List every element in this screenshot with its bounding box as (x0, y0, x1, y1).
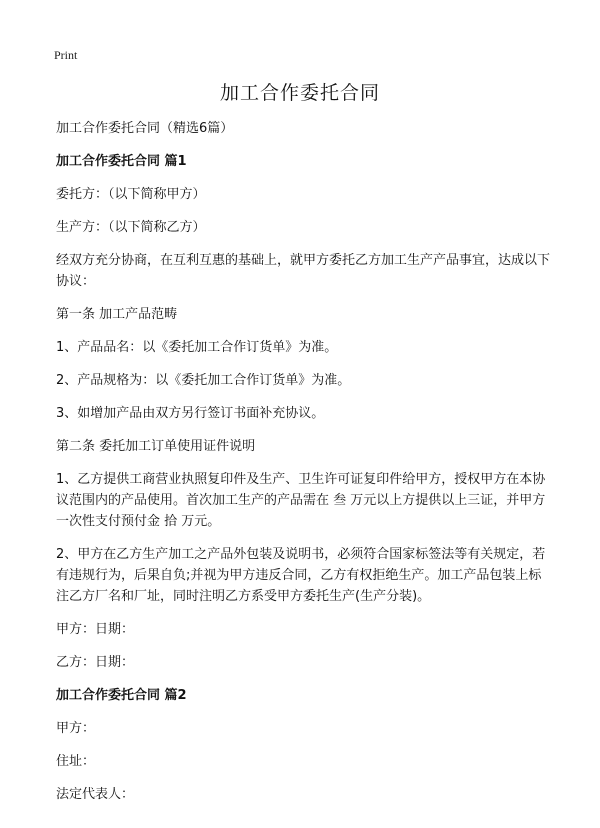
paragraph: 委托方：（以下简称甲方） (56, 187, 206, 202)
paragraph: 生产方：（以下简称乙方） (56, 220, 206, 235)
section-heading: 加工合作委托合同 篇2 (56, 688, 187, 703)
print-link[interactable]: Print (54, 48, 78, 62)
paragraph: 1、乙方提供工商营业执照复印件及生产、卫生许可证复印件给甲方，授权甲方在本协议范围内的产品使用。首次加工生产的产品需在 叁 万元以上方提供以上三证，并甲方一次性支付预付金 拾 万元。 (56, 472, 546, 529)
paragraph: 1、产品品名：以《委托加工合作订货单》为准。 (56, 340, 338, 355)
paragraph: 加工合作委托合同（精选6篇） (56, 121, 234, 136)
paragraph: 第二条 委托加工订单使用证件说明 (56, 439, 256, 454)
paragraph: 甲方：日期： (56, 622, 135, 637)
paragraph: 经双方充分协商，在互利互惠的基础上，就甲方委托乙方加工生产产品事宜，达成以下协议： (56, 253, 551, 289)
paragraph: 法定代表人： (56, 787, 135, 802)
paragraph: 3、如增加产品由双方另行签订书面补充协议。 (56, 406, 325, 421)
paragraph: 乙方：日期： (56, 655, 135, 670)
paragraph: 2、产品规格为：以《委托加工合作订货单》为准。 (56, 373, 351, 388)
paragraph: 住址： (56, 754, 96, 769)
paragraph: 甲方： (56, 721, 96, 736)
document-title: 加工合作委托合同 (219, 82, 380, 104)
paragraph: 2、甲方在乙方生产加工之产品外包装及说明书，必须符合国家标签法等有关规定，若有违规行为，后果自负;并视为甲方违反合同，乙方有权拒绝生产。加工产品包装上标注乙方厂名和厂址，同时注明乙方系受甲方委托生产(生产分装)。 (56, 547, 546, 604)
document-body (56, 118, 554, 817)
section-heading: 加工合作委托合同 篇1 (56, 154, 187, 169)
paragraph: 第一条 加工产品范畴 (56, 307, 178, 322)
